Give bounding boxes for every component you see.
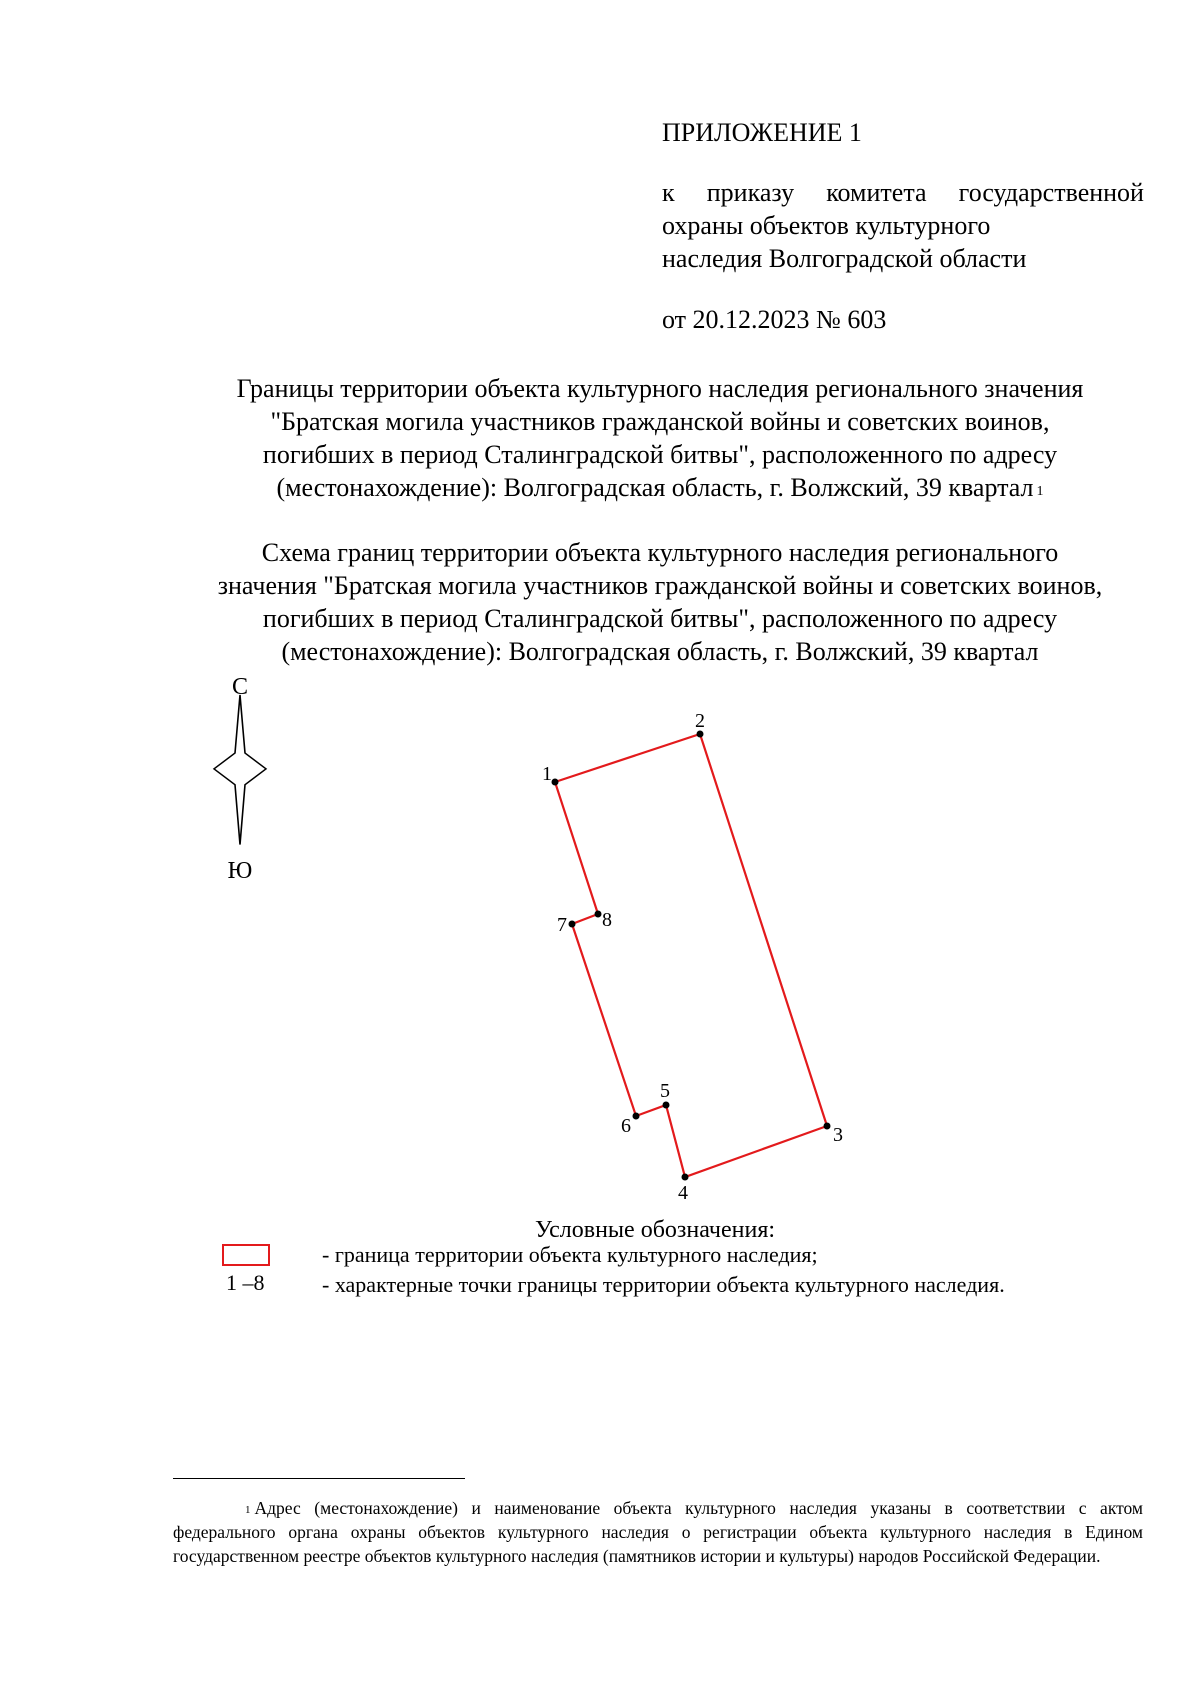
heading-line-text: (местонахождение): Волгоградская область, г. Волжский, 39 квартал bbox=[276, 473, 1034, 502]
appendix-word: к bbox=[662, 178, 675, 207]
footnote-text: Адрес (местонахождение) и наименование объекта культурного наследия указаны в соответствии с актом федерального органа охраны объектов культурного наследия о регистрации объекта культурного наследия в Едином государственном реестре объектов культурного наследия (памятников истории и культуры) народов Российской Федерации. bbox=[173, 1498, 1143, 1566]
boundary-point bbox=[682, 1174, 689, 1181]
boundary-point bbox=[552, 779, 559, 786]
point-label: 8 bbox=[602, 909, 612, 931]
footnote-reference[interactable]: 1 bbox=[1036, 484, 1044, 499]
point-label: 7 bbox=[557, 914, 567, 936]
scheme-heading bbox=[160, 536, 1160, 668]
characteristic-points bbox=[552, 731, 831, 1181]
boundary-point bbox=[595, 911, 602, 918]
legend-points-range: 1 –8 bbox=[226, 1270, 265, 1295]
compass-star-icon bbox=[214, 695, 266, 845]
point-label: 5 bbox=[660, 1080, 670, 1102]
appendix-reference bbox=[662, 176, 1144, 275]
footnote-separator bbox=[173, 1478, 465, 1479]
legend-points-text: - характерные точки границы территории объекта культурного наследия. bbox=[322, 1272, 1005, 1297]
appendix-title: ПРИЛОЖЕНИЕ 1 bbox=[662, 118, 862, 147]
boundary-point bbox=[569, 921, 576, 928]
heading-line: Границы территории объекта культурного наследия регионального значения bbox=[236, 374, 1084, 403]
boundary-point bbox=[633, 1113, 640, 1120]
appendix-word: приказу bbox=[706, 178, 795, 207]
south-label: Ю bbox=[227, 858, 253, 882]
point-label: 2 bbox=[695, 710, 705, 732]
heading-line: Схема границ территории объекта культурного наследия регионального bbox=[261, 538, 1059, 567]
appendix-word: государственной bbox=[958, 178, 1144, 207]
boundary-point bbox=[663, 1102, 670, 1109]
appendix-word: комитета bbox=[826, 178, 927, 207]
heading-line: (местонахождение): Волгоградская область, г. Волжский, 39 квартал bbox=[281, 637, 1039, 666]
legend-title: Условные обозначения: bbox=[535, 1217, 776, 1243]
compass-rose-icon bbox=[200, 672, 280, 882]
heading-line: погибших в период Сталинградской битвы", расположенного по адресу bbox=[262, 604, 1058, 633]
heading-line: погибших в период Сталинградской битвы", расположенного по адресу bbox=[262, 440, 1058, 469]
appendix-reference-line3: наследия Волгоградской области bbox=[662, 244, 1027, 273]
heading-line bbox=[160, 471, 1160, 504]
footnote-marker: 1 bbox=[245, 1504, 251, 1516]
boundary-point bbox=[824, 1123, 831, 1130]
heading-line: значения "Братская могила участников гражданской войны и советских воинов, bbox=[217, 571, 1103, 600]
appendix-reference-line2: охраны объектов культурного bbox=[662, 211, 991, 240]
north-label: С bbox=[231, 674, 249, 700]
boundary-scheme bbox=[520, 700, 880, 1200]
point-label: 4 bbox=[678, 1182, 688, 1200]
point-label: 6 bbox=[621, 1115, 631, 1137]
point-label: 3 bbox=[833, 1124, 843, 1146]
document-heading bbox=[160, 372, 1160, 504]
boundary-line bbox=[555, 734, 827, 1177]
point-label: 1 bbox=[542, 763, 552, 785]
heading-line: "Братская могила участников гражданской войны и советских воинов, bbox=[270, 407, 1050, 436]
appendix-reference-line1 bbox=[662, 176, 1144, 209]
legend-boundary-text: - граница территории объекта культурного наследия; bbox=[322, 1242, 818, 1267]
legend-boundary-swatch bbox=[222, 1244, 270, 1266]
footnote bbox=[173, 1496, 1143, 1568]
appendix-date: от 20.12.2023 № 603 bbox=[662, 305, 887, 334]
